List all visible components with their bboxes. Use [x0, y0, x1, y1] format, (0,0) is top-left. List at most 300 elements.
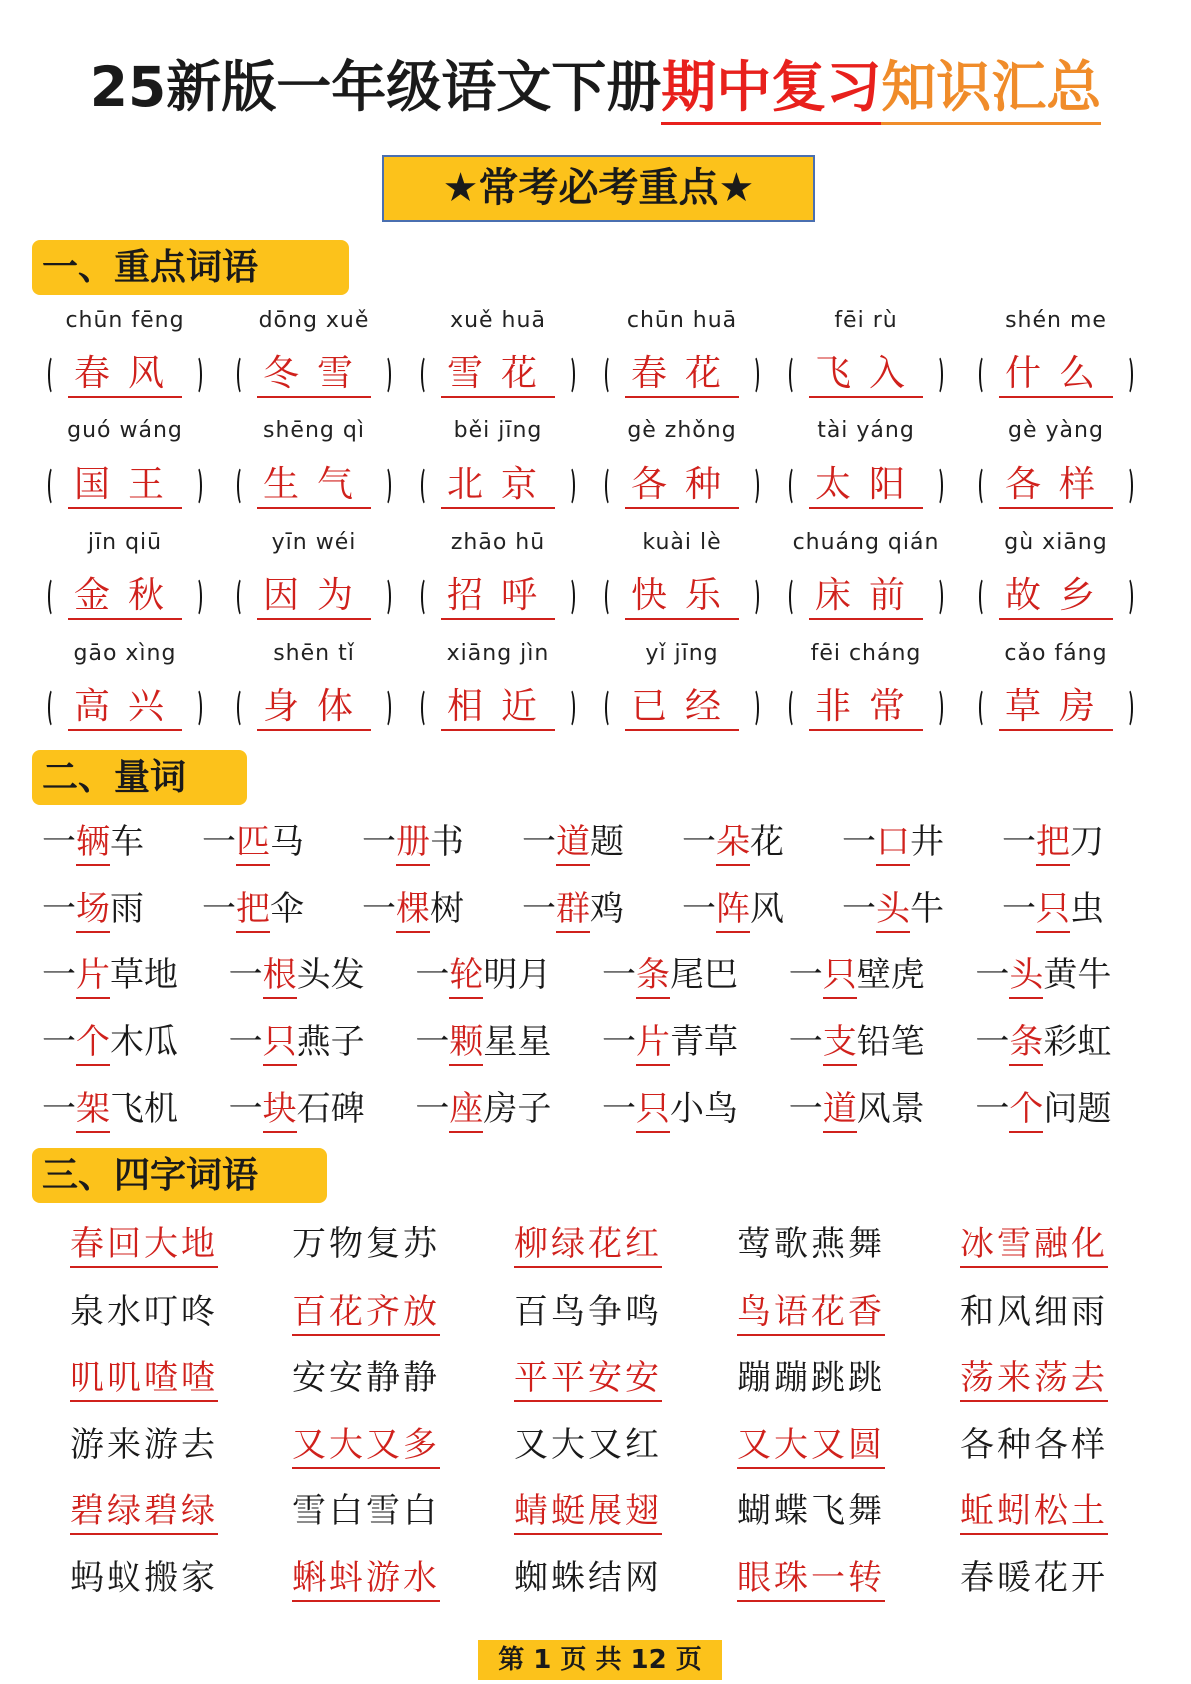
idiom-text: 蜻蜓展翅	[514, 1489, 662, 1535]
paren-close-shape	[192, 577, 202, 617]
measure-prefix: 一	[362, 822, 396, 862]
idiom	[488, 1290, 688, 1336]
measure-noun: 树	[430, 889, 464, 929]
paren-close-shape	[1123, 577, 1133, 617]
idiom-text: 又大又红	[514, 1425, 662, 1465]
idiom	[711, 1290, 911, 1336]
word-answer: 各样	[999, 463, 1113, 509]
pinyin: cǎo fáng	[1004, 641, 1108, 666]
measure-item	[42, 1087, 229, 1133]
paren-close-shape	[381, 355, 391, 395]
measure-prefix: 一	[415, 955, 450, 995]
idiom-text: 平平安安	[514, 1356, 662, 1402]
measure-item	[975, 1087, 1162, 1133]
measure-prefix: 一	[202, 889, 236, 929]
measure-prefix: 一	[788, 955, 823, 995]
word-blank	[408, 683, 588, 733]
measure-row	[42, 1020, 1162, 1066]
paren-open-shape	[605, 577, 615, 617]
section-header-idioms: 三、四字词语	[32, 1148, 327, 1203]
paren-close-shape	[565, 355, 575, 395]
word-answer: 因为	[257, 574, 371, 620]
idiom	[711, 1423, 911, 1469]
paren-close-shape	[933, 355, 943, 395]
paren-close-shape	[381, 688, 391, 728]
paren-close-shape	[565, 577, 575, 617]
word-answer: 各种	[625, 463, 739, 509]
measure-item	[789, 1087, 976, 1133]
idiom	[934, 1356, 1134, 1402]
paren-close-shape	[381, 577, 391, 617]
word-blank	[592, 683, 772, 733]
measure-word: 块	[263, 1087, 297, 1133]
measure-noun: 头发	[296, 955, 365, 995]
idiom-text: 蝌蚪游水	[292, 1556, 440, 1602]
pinyin: gù xiāng	[1004, 530, 1108, 555]
measure-word: 册	[396, 820, 430, 866]
measure-item	[1002, 887, 1162, 933]
measure-noun: 书	[430, 822, 464, 862]
idiom-text: 冰雪融化	[960, 1222, 1108, 1268]
measure-prefix: 一	[415, 1089, 450, 1129]
paren-close-shape	[381, 466, 391, 506]
title-black: 25新版一年级语文下册	[89, 55, 662, 119]
pinyin: fēi rù	[834, 308, 898, 333]
idiom	[488, 1356, 688, 1402]
measure-prefix: 一	[228, 1089, 263, 1129]
measure-word: 群	[556, 887, 590, 933]
measure-prefix: 一	[788, 1089, 823, 1129]
paren-close-shape	[749, 466, 759, 506]
measure-noun: 飞机	[110, 1089, 178, 1129]
pinyin: chūn fēng	[65, 308, 185, 333]
idiom	[934, 1290, 1134, 1336]
word-blank	[224, 350, 404, 400]
measure-word: 片	[636, 1020, 670, 1066]
word-answer: 太阳	[809, 463, 923, 509]
measure-word: 座	[449, 1087, 483, 1133]
title-orange: 知识汇总	[881, 52, 1101, 125]
measure-word: 只	[823, 953, 857, 999]
word-blank	[35, 461, 215, 511]
word-answer: 生气	[257, 463, 371, 509]
measure-item	[42, 820, 202, 866]
idiom-text: 百鸟争鸣	[514, 1292, 662, 1332]
measure-item	[842, 887, 1002, 933]
measure-noun: 铅笔	[856, 1022, 925, 1062]
paren-close-shape	[933, 688, 943, 728]
idiom	[44, 1423, 244, 1469]
paren-close-shape	[749, 688, 759, 728]
paren-open-shape	[979, 355, 989, 395]
measure-noun: 黄牛	[1043, 955, 1112, 995]
paren-close-shape	[1123, 466, 1133, 506]
idiom	[711, 1556, 911, 1602]
idiom	[488, 1489, 688, 1535]
measure-item	[202, 820, 362, 866]
measure-noun: 彩虹	[1043, 1022, 1112, 1062]
measure-item	[682, 820, 842, 866]
measure-item	[229, 1087, 416, 1133]
paren-open-shape	[979, 577, 989, 617]
measure-noun: 木瓜	[110, 1022, 178, 1062]
pinyin: chuáng qián	[792, 530, 940, 555]
idiom-text: 雪白雪白	[292, 1491, 440, 1531]
pinyin: kuài lè	[642, 530, 722, 555]
measure-prefix: 一	[1002, 889, 1036, 929]
idiom	[44, 1556, 244, 1602]
measure-noun: 车	[110, 822, 144, 862]
word-answer: 雪花	[441, 352, 555, 398]
paren-close-shape	[933, 466, 943, 506]
paren-open-shape	[605, 688, 615, 728]
word-blank	[966, 572, 1146, 622]
measure-noun: 牛	[910, 889, 944, 929]
measure-item	[975, 1020, 1162, 1066]
measure-item	[229, 953, 416, 999]
paren-open-shape	[421, 355, 431, 395]
measure-noun: 伞	[270, 889, 304, 929]
measure-noun: 尾巴	[670, 955, 739, 995]
measure-noun: 虫	[1070, 889, 1104, 929]
word-blank	[35, 350, 215, 400]
measure-item	[522, 820, 682, 866]
pinyin: jīn qiū	[87, 530, 163, 555]
word-blank	[966, 683, 1146, 733]
measure-item	[522, 887, 682, 933]
paren-open-shape	[421, 577, 431, 617]
measure-prefix: 一	[522, 889, 556, 929]
measure-prefix: 一	[42, 1089, 76, 1129]
measure-word: 棵	[396, 887, 430, 933]
idiom	[266, 1356, 466, 1402]
idiom-text: 百花齐放	[292, 1290, 440, 1336]
measure-word: 匹	[236, 820, 270, 866]
word-answer: 草房	[999, 685, 1113, 731]
idiom-text: 眼珠一转	[737, 1556, 885, 1602]
pinyin: xiāng jìn	[446, 641, 550, 666]
measure-prefix: 一	[1002, 822, 1036, 862]
measure-noun: 题	[590, 822, 624, 862]
measure-noun: 草地	[110, 955, 178, 995]
measure-item	[682, 887, 842, 933]
measure-item	[415, 1020, 602, 1066]
measure-row	[42, 820, 1162, 866]
measure-prefix: 一	[42, 889, 76, 929]
measure-prefix: 一	[42, 1022, 76, 1062]
idiom-text: 蚂蚁搬家	[70, 1558, 218, 1598]
measure-noun: 雨	[110, 889, 144, 929]
idiom	[488, 1556, 688, 1602]
pinyin: chūn huā	[626, 308, 738, 333]
word-blank	[776, 683, 956, 733]
measure-word: 头	[1009, 953, 1043, 999]
pinyin: běi jīng	[453, 418, 543, 443]
measure-noun: 小鸟	[670, 1089, 739, 1129]
idiom-text: 和风细雨	[960, 1292, 1108, 1332]
paren-close-shape	[192, 355, 202, 395]
measure-word: 轮	[449, 953, 483, 999]
word-answer: 金秋	[68, 574, 182, 620]
measure-word: 场	[76, 887, 110, 933]
idiom	[934, 1489, 1134, 1535]
measure-word: 条	[636, 953, 670, 999]
measure-item	[1002, 820, 1162, 866]
word-answer: 春花	[625, 352, 739, 398]
measure-item	[602, 1020, 789, 1066]
idiom-text: 各种各样	[960, 1425, 1108, 1465]
measure-word: 只	[263, 1020, 297, 1066]
measure-noun: 井	[910, 822, 944, 862]
word-answer: 春风	[68, 352, 182, 398]
measure-prefix: 一	[362, 889, 396, 929]
idiom	[266, 1222, 466, 1268]
word-answer: 飞入	[809, 352, 923, 398]
paren-open-shape	[237, 466, 247, 506]
measure-word: 个	[1009, 1087, 1043, 1133]
measure-item	[42, 1020, 229, 1066]
section-header-measure-words: 二、量词	[32, 750, 247, 805]
measure-word: 把	[236, 887, 270, 933]
measure-prefix: 一	[42, 822, 76, 862]
idiom-text: 又大又圆	[737, 1423, 885, 1469]
word-blank	[776, 572, 956, 622]
measure-word: 把	[1036, 820, 1070, 866]
measure-word: 架	[76, 1087, 110, 1133]
measure-noun: 花	[750, 822, 784, 862]
idiom-text: 泉水叮咚	[70, 1292, 218, 1332]
paren-close-shape	[565, 466, 575, 506]
paren-open-shape	[605, 355, 615, 395]
paren-open-shape	[48, 688, 58, 728]
idiom-text: 游来游去	[70, 1425, 218, 1465]
measure-item	[842, 820, 1002, 866]
paren-open-shape	[48, 355, 58, 395]
word-blank	[592, 350, 772, 400]
word-blank	[592, 461, 772, 511]
measure-word: 颗	[449, 1020, 483, 1066]
measure-word: 只	[1036, 887, 1070, 933]
measure-noun: 青草	[670, 1022, 739, 1062]
measure-prefix: 一	[228, 1022, 263, 1062]
pinyin: shēng qì	[263, 418, 365, 443]
word-blank	[776, 350, 956, 400]
measure-item	[42, 953, 229, 999]
page-indicator: 第 1 页 共 12 页	[478, 1640, 722, 1680]
measure-item	[602, 953, 789, 999]
measure-word: 个	[76, 1020, 110, 1066]
measure-item	[975, 953, 1162, 999]
word-answer: 国王	[68, 463, 182, 509]
measure-noun: 房子	[483, 1089, 552, 1129]
idiom-text: 碧绿碧绿	[70, 1489, 218, 1535]
measure-prefix: 一	[228, 955, 263, 995]
word-blank	[224, 461, 404, 511]
idiom	[44, 1222, 244, 1268]
idiom-text: 蚯蚓松土	[960, 1489, 1108, 1535]
idiom	[934, 1423, 1134, 1469]
idiom-text: 鸟语花香	[737, 1290, 885, 1336]
measure-item	[415, 1087, 602, 1133]
idiom-text: 柳绿花红	[514, 1222, 662, 1268]
title-red: 期中复习	[661, 52, 881, 125]
word-blank	[966, 350, 1146, 400]
word-answer: 身体	[257, 685, 371, 731]
paren-open-shape	[789, 577, 799, 617]
word-answer: 床前	[809, 574, 923, 620]
paren-open-shape	[789, 688, 799, 728]
pinyin: gè yàng	[1008, 418, 1104, 443]
idiom	[488, 1222, 688, 1268]
measure-noun: 风	[750, 889, 784, 929]
measure-row	[42, 887, 1162, 933]
word-answer: 什么	[999, 352, 1113, 398]
measure-word: 片	[76, 953, 110, 999]
word-answer: 故乡	[999, 574, 1113, 620]
idiom	[266, 1556, 466, 1602]
measure-item	[362, 887, 522, 933]
measure-item	[202, 887, 362, 933]
measure-prefix: 一	[415, 1022, 450, 1062]
idiom	[266, 1489, 466, 1535]
pinyin: dōng xuě	[258, 308, 370, 333]
paren-open-shape	[237, 355, 247, 395]
idiom	[266, 1290, 466, 1336]
section-header-key-words: 一、重点词语	[32, 240, 349, 295]
measure-noun: 石碑	[296, 1089, 365, 1129]
idiom	[934, 1222, 1134, 1268]
idiom	[711, 1222, 911, 1268]
word-answer: 北京	[441, 463, 555, 509]
word-blank	[224, 683, 404, 733]
paren-open-shape	[605, 466, 615, 506]
measure-word: 道	[823, 1087, 857, 1133]
word-blank	[408, 461, 588, 511]
idiom	[934, 1556, 1134, 1602]
measure-prefix: 一	[602, 955, 637, 995]
word-answer: 快乐	[625, 574, 739, 620]
word-answer: 冬雪	[257, 352, 371, 398]
paren-open-shape	[237, 688, 247, 728]
paren-open-shape	[421, 466, 431, 506]
pinyin: gāo xìng	[73, 641, 177, 666]
word-answer: 已经	[625, 685, 739, 731]
measure-word: 头	[876, 887, 910, 933]
pinyin: gè zhǒng	[627, 418, 737, 443]
measure-item	[789, 1020, 976, 1066]
idiom	[44, 1356, 244, 1402]
idiom-text: 又大又多	[292, 1423, 440, 1469]
idiom	[711, 1489, 911, 1535]
word-blank	[592, 572, 772, 622]
page-title	[0, 52, 1191, 125]
pinyin: tài yáng	[817, 418, 915, 443]
word-blank	[776, 461, 956, 511]
idiom-text: 蹦蹦跳跳	[737, 1358, 885, 1398]
measure-prefix: 一	[842, 889, 876, 929]
measure-word: 条	[1009, 1020, 1043, 1066]
word-blank	[35, 572, 215, 622]
measure-word: 支	[823, 1020, 857, 1066]
idiom	[488, 1423, 688, 1469]
word-blank	[224, 572, 404, 622]
paren-open-shape	[979, 688, 989, 728]
measure-word: 朵	[716, 820, 750, 866]
measure-prefix: 一	[842, 822, 876, 862]
word-blank	[966, 461, 1146, 511]
measure-noun: 壁虎	[856, 955, 925, 995]
measure-prefix: 一	[975, 1022, 1010, 1062]
measure-noun: 刀	[1070, 822, 1104, 862]
measure-prefix: 一	[522, 822, 556, 862]
measure-noun: 风景	[856, 1089, 925, 1129]
measure-noun: 明月	[483, 955, 552, 995]
key-points-banner: ★常考必考重点★	[382, 155, 815, 222]
paren-open-shape	[979, 466, 989, 506]
pinyin: shēn tǐ	[273, 641, 355, 666]
paren-close-shape	[1123, 355, 1133, 395]
idiom-text: 莺歌燕舞	[737, 1224, 885, 1264]
word-answer: 高兴	[68, 685, 182, 731]
paren-close-shape	[192, 688, 202, 728]
measure-noun: 问题	[1043, 1089, 1112, 1129]
pinyin: xuě huā	[450, 308, 546, 333]
paren-close-shape	[565, 688, 575, 728]
idiom-text: 万物复苏	[292, 1224, 440, 1264]
measure-prefix: 一	[975, 1089, 1010, 1129]
measure-item	[229, 1020, 416, 1066]
paren-close-shape	[749, 355, 759, 395]
measure-word: 只	[636, 1087, 670, 1133]
paren-open-shape	[48, 577, 58, 617]
idiom-text: 荡来荡去	[960, 1356, 1108, 1402]
paren-open-shape	[237, 577, 247, 617]
word-answer: 非常	[809, 685, 923, 731]
measure-item	[415, 953, 602, 999]
word-blank	[408, 350, 588, 400]
measure-prefix: 一	[42, 955, 76, 995]
paren-open-shape	[421, 688, 431, 728]
measure-prefix: 一	[682, 822, 716, 862]
measure-prefix: 一	[602, 1089, 637, 1129]
paren-open-shape	[789, 355, 799, 395]
idiom	[711, 1356, 911, 1402]
paren-close-shape	[1123, 688, 1133, 728]
idiom	[266, 1423, 466, 1469]
pinyin: guó wáng	[67, 418, 183, 443]
measure-item	[42, 887, 202, 933]
idiom	[44, 1290, 244, 1336]
measure-prefix: 一	[602, 1022, 637, 1062]
measure-prefix: 一	[202, 822, 236, 862]
idiom-text: 叽叽喳喳	[70, 1356, 218, 1402]
paren-close-shape	[933, 577, 943, 617]
measure-noun: 星星	[483, 1022, 552, 1062]
measure-word: 阵	[716, 887, 750, 933]
pinyin: zhāo hū	[450, 530, 546, 555]
pinyin: yǐ jīng	[645, 641, 719, 666]
paren-open-shape	[48, 466, 58, 506]
measure-prefix: 一	[788, 1022, 823, 1062]
measure-prefix: 一	[975, 955, 1010, 995]
measure-noun: 马	[270, 822, 304, 862]
word-answer: 招呼	[441, 574, 555, 620]
idiom	[44, 1489, 244, 1535]
word-blank	[35, 683, 215, 733]
measure-word: 根	[263, 953, 297, 999]
paren-close-shape	[192, 466, 202, 506]
word-blank	[408, 572, 588, 622]
